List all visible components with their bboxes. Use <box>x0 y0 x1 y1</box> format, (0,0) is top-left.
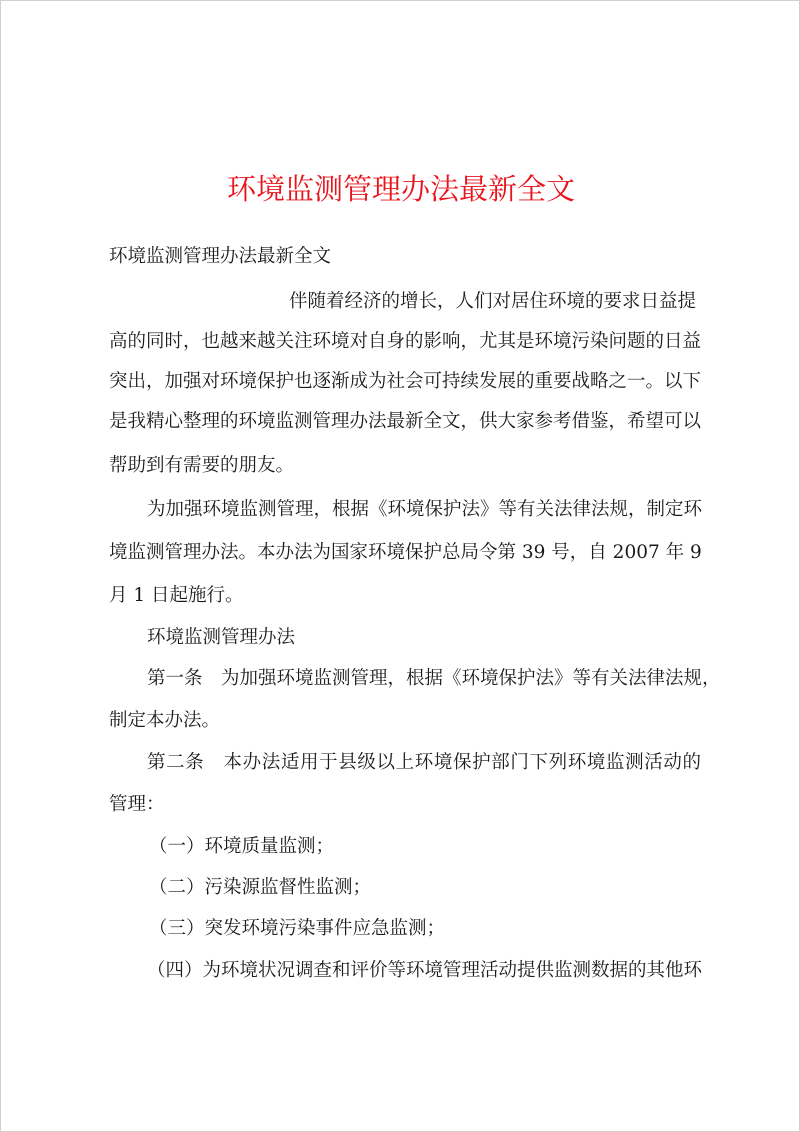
item-4: （四）为环境状况调查和评价等环境管理活动提供监测数据的其他环 <box>147 960 703 981</box>
law-heading: 环境监测管理办法 <box>147 627 296 648</box>
document-title: 环境监测管理办法最新全文 <box>226 172 575 206</box>
article1-line-1: 第一条 为加强环境监测管理，根据《环境保护法》等有关法律法规， <box>147 668 721 689</box>
intro-line-2: 高的同时，也越来越关注环境对自身的影响，尤其是环境污染问题的日益 <box>109 331 702 352</box>
article2-line-2: 管理： <box>109 794 165 815</box>
para2-line-3: 月 1 日起施行。 <box>109 585 244 606</box>
intro-line-5: 帮助到有需要的朋友。 <box>109 455 295 476</box>
item-3: （三）突发环境污染事件应急监测； <box>149 918 446 939</box>
item-1: （一）环境质量监测； <box>149 836 335 857</box>
item-2: （二）污染源监督性监测； <box>149 877 372 898</box>
article2-line-1: 第二条 本办法适用于县级以上环境保护部门下列环境监测活动的 <box>147 752 701 773</box>
para2-line-2: 境监测管理办法。本办法为国家环境保护总局令第 39 号，自 2007 年 9 <box>109 542 702 563</box>
intro-line-4: 是我精心整理的环境监测管理办法最新全文，供大家参考借鉴，希望可以 <box>109 411 702 432</box>
intro-line-1: 伴随着经济的增长，人们对居住环境的要求日益提 <box>289 291 697 312</box>
para2-line-1: 为加强环境监测管理，根据《环境保护法》等有关法律法规，制定环 <box>147 499 703 520</box>
document-subtitle: 环境监测管理办法最新全文 <box>109 246 332 267</box>
intro-line-3: 突出，加强对环境保护也逐渐成为社会可持续发展的重要战略之一。以下 <box>109 371 702 392</box>
article1-line-2: 制定本办法。 <box>109 710 221 731</box>
